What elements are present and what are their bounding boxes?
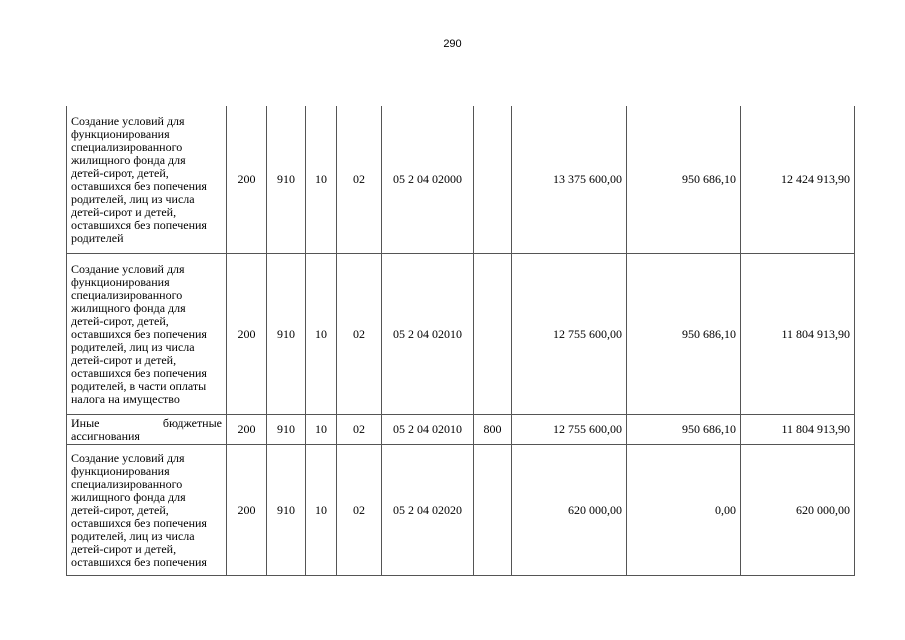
amount-executed-cell: 950 686,10 <box>627 106 741 254</box>
code-cell: 910 <box>267 415 306 445</box>
target-article-cell: 05 2 04 02020 <box>382 445 474 576</box>
amount-remaining-cell: 12 424 913,90 <box>741 106 855 254</box>
amount-remaining-cell: 11 804 913,90 <box>741 415 855 445</box>
ministry-cell: 200 <box>227 254 267 415</box>
ministry-cell: 200 <box>227 445 267 576</box>
amount-remaining-cell: 620 000,00 <box>741 445 855 576</box>
section-cell: 10 <box>306 106 337 254</box>
amount-executed-cell: 950 686,10 <box>627 254 741 415</box>
target-article-cell: 05 2 04 02010 <box>382 254 474 415</box>
expense-type-cell <box>474 445 512 576</box>
amount-approved-cell: 12 755 600,00 <box>512 254 627 415</box>
expense-type-cell <box>474 106 512 254</box>
target-article-cell: 05 2 04 02010 <box>382 415 474 445</box>
section-cell: 10 <box>306 415 337 445</box>
row-name-cell: Иные бюджетные ассигнования <box>67 415 227 445</box>
row-name-cell: Создание условий для функционирования специализированного жилищного фонда для детей-сирот, детей, оставшихся без попечения родителей, лиц из числа детей-сирот и детей, оставшихся без попечения родителей, в части оплаты налога на имущество <box>67 254 227 415</box>
amount-approved-cell: 12 755 600,00 <box>512 415 627 445</box>
subsection-cell: 02 <box>337 254 382 415</box>
subsection-cell: 02 <box>337 445 382 576</box>
table-row <box>67 445 855 576</box>
target-article-cell: 05 2 04 02000 <box>382 106 474 254</box>
amount-executed-cell: 950 686,10 <box>627 415 741 445</box>
section-cell: 10 <box>306 254 337 415</box>
ministry-cell: 200 <box>227 415 267 445</box>
code-cell: 910 <box>267 254 306 415</box>
ministry-cell: 200 <box>227 106 267 254</box>
expense-type-cell <box>474 254 512 415</box>
code-cell: 910 <box>267 106 306 254</box>
row-name-cell: Создание условий для функционирования специализированного жилищного фонда для детей-сирот, детей, оставшихся без попечения родителей, лиц из числа детей-сирот и детей, оставшихся без попечения родителей <box>67 106 227 254</box>
amount-executed-cell: 0,00 <box>627 445 741 576</box>
table-row <box>67 415 855 445</box>
row-name-cell: Создание условий для функционирования специализированного жилищного фонда для детей-сирот, детей, оставшихся без попечения родителей, лиц из числа детей-сирот и детей, оставшихся без попечения <box>67 445 227 576</box>
amount-approved-cell: 13 375 600,00 <box>512 106 627 254</box>
table-row <box>67 254 855 415</box>
code-cell: 910 <box>267 445 306 576</box>
page-number: 290 <box>443 38 462 50</box>
budget-table <box>66 106 855 576</box>
subsection-cell: 02 <box>337 415 382 445</box>
section-cell: 10 <box>306 445 337 576</box>
table-row <box>67 106 855 254</box>
amount-approved-cell: 620 000,00 <box>512 445 627 576</box>
amount-remaining-cell: 11 804 913,90 <box>741 254 855 415</box>
expense-type-cell: 800 <box>474 415 512 445</box>
subsection-cell: 02 <box>337 106 382 254</box>
